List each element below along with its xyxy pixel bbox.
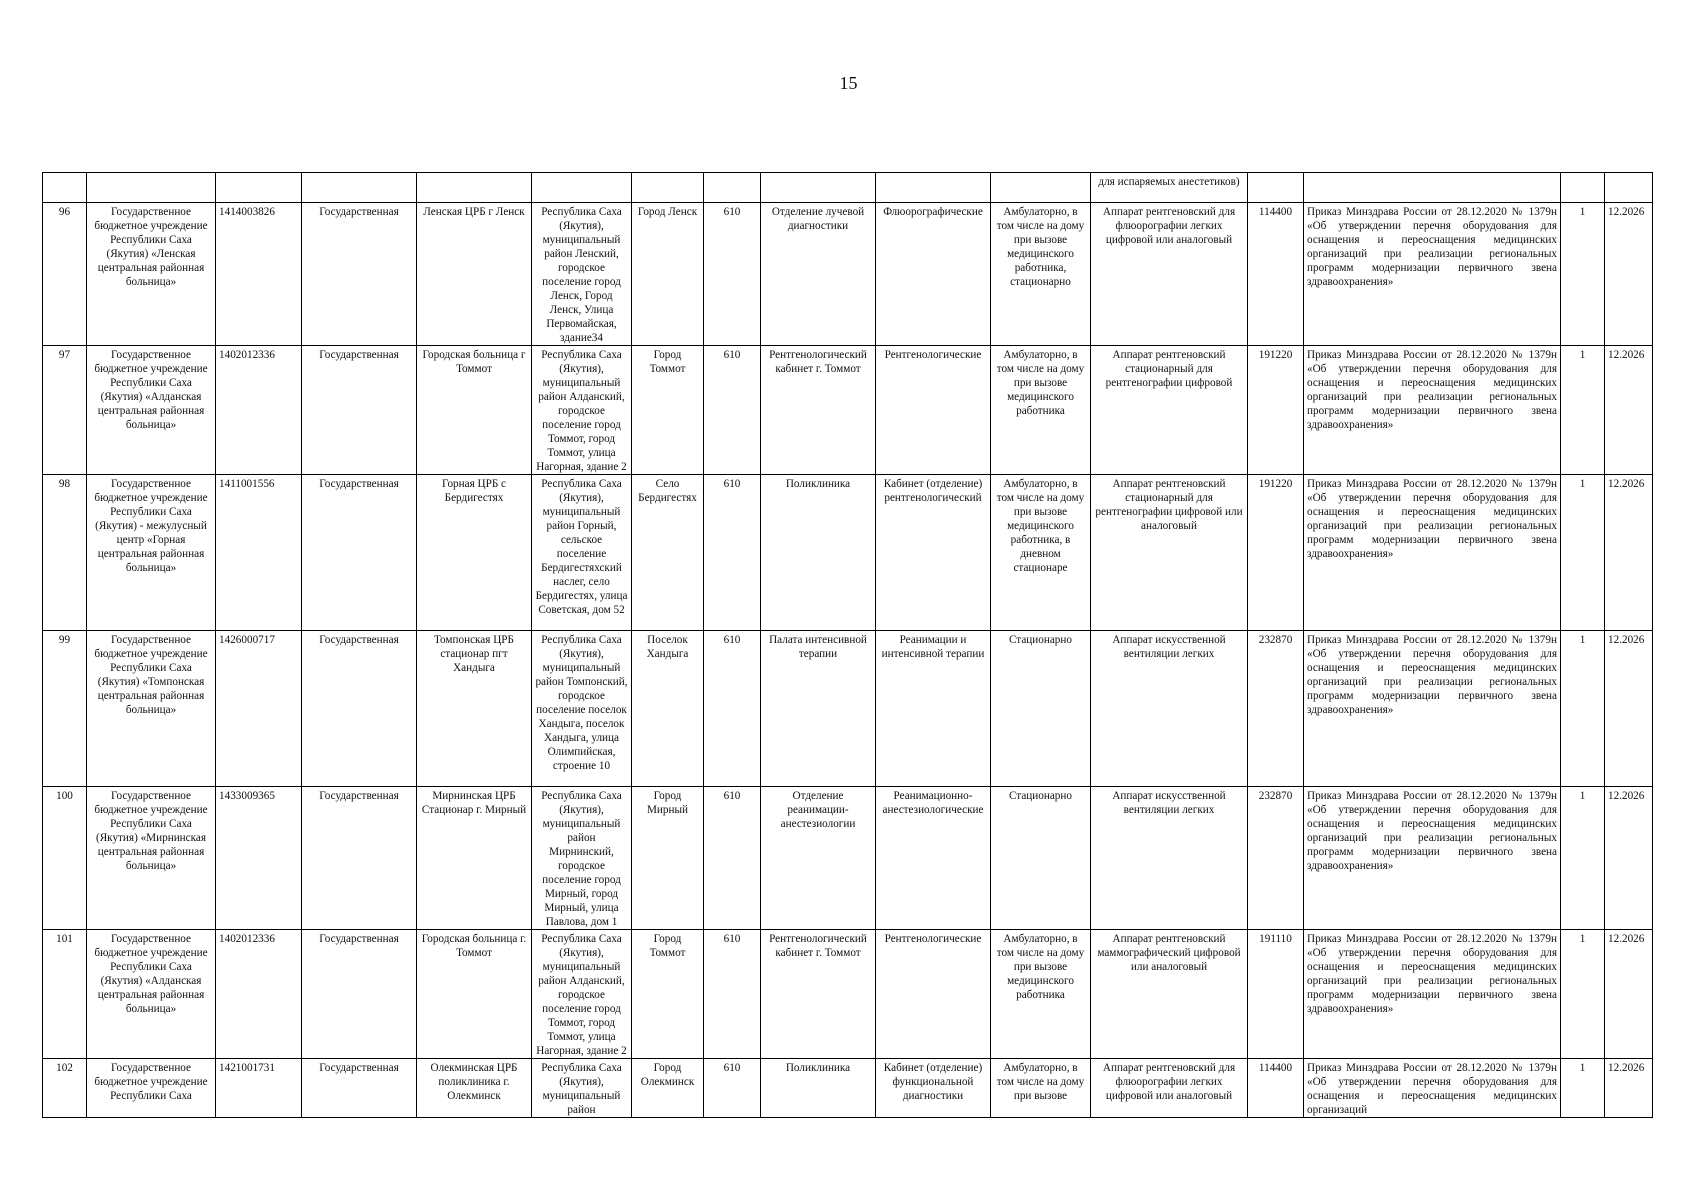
cell-unit: Отделение реанимации-анестезиологии [761, 787, 876, 930]
cell-code: 610 [704, 475, 761, 631]
cell-facility: Олекминская ЦРБ поликлиника г. Олекминск [417, 1059, 532, 1118]
cell-facility: Томпонская ЦРБ стационар пгт Хандыга [417, 631, 532, 787]
cell-basis: Приказ Минздрава России от 28.12.2020 № 1379н «Об утверждении перечня оборудования для оснащения и переоснащения медицинских организаций при реализации региональных программ модернизации первичного звена здравоохранения» [1304, 475, 1561, 631]
cell-date: 12.2026 [1605, 346, 1653, 475]
cell-unit: Поликлиника [761, 475, 876, 631]
table-row [43, 203, 1653, 346]
cell-basis: Приказ Минздрава России от 28.12.2020 № 1379н «Об утверждении перечня оборудования для оснащения и переоснащения медицинских организаций [1304, 1059, 1561, 1118]
cell-inn: 1433009365 [216, 787, 302, 930]
equipment-registry-table [42, 172, 1653, 1118]
cell-care: Стационарно [991, 631, 1091, 787]
cell-nkmi: 191220 [1248, 475, 1304, 631]
cell-qty: 1 [1561, 930, 1605, 1059]
cell-qty: 1 [1561, 346, 1605, 475]
cell-basis: Приказ Минздрава России от 28.12.2020 № 1379н «Об утверждении перечня оборудования для оснащения и переоснащения медицинских организаций при реализации региональных программ модернизации первичного звена здравоохранения» [1304, 930, 1561, 1059]
cell-unit [761, 173, 876, 203]
cell-equipment: Аппарат рентгеновский для флюорографии легких цифровой или аналоговый [1091, 1059, 1248, 1118]
cell-facility: Горная ЦРБ с Бердигестях [417, 475, 532, 631]
cell-equipment: Аппарат рентгеновский стационарный для рентгенографии цифровой или аналоговый [1091, 475, 1248, 631]
table-row [43, 475, 1653, 631]
cell-profile: Рентгенологические [876, 930, 991, 1059]
cell-basis: Приказ Минздрава России от 28.12.2020 № 1379н «Об утверждении перечня оборудования для оснащения и переоснащения медицинских организаций при реализации региональных программ модернизации первичного звена здравоохранения» [1304, 631, 1561, 787]
cell-unit: Отделение лучевой диагностики [761, 203, 876, 346]
cell-facility: Ленская ЦРБ г Ленск [417, 203, 532, 346]
cell-ownership: Государственная [302, 1059, 417, 1118]
cell-equipment: Аппарат рентгеновский для флюорографии легких цифровой или аналоговый [1091, 203, 1248, 346]
cell-nkmi: 191220 [1248, 346, 1304, 475]
cell-equipment: Аппарат искусственной вентиляции легких [1091, 631, 1248, 787]
cell-locality: Село Бердигестях [632, 475, 704, 631]
cell-address: Республика Саха (Якутия), муниципальный район Алданский, городское поселение город Томмот, город Томмот, улица Нагорная, здание 2 [532, 346, 632, 475]
cell-org: Государственное бюджетное учреждение Республики Саха (Якутия) - межулусный центр «Горная центральная районная больница» [87, 475, 216, 631]
cell-ownership [302, 173, 417, 203]
cell-basis: Приказ Минздрава России от 28.12.2020 № 1379н «Об утверждении перечня оборудования для оснащения и переоснащения медицинских организаций при реализации региональных программ модернизации первичного звена здравоохранения» [1304, 346, 1561, 475]
cell-equipment: для испаряемых анестетиков) [1091, 173, 1248, 203]
cell-org: Государственное бюджетное учреждение Республики Саха (Якутия) «Алданская центральная районная больница» [87, 930, 216, 1059]
cell-ownership: Государственная [302, 475, 417, 631]
cell-address [532, 173, 632, 203]
cell-num: 102 [43, 1059, 87, 1118]
cell-basis: Приказ Минздрава России от 28.12.2020 № 1379н «Об утверждении перечня оборудования для оснащения и переоснащения медицинских организаций при реализации региональных программ модернизации первичного звена здравоохранения» [1304, 787, 1561, 930]
cell-qty [1561, 173, 1605, 203]
cell-profile: Кабинет (отделение) рентгенологический [876, 475, 991, 631]
cell-nkmi [1248, 173, 1304, 203]
cell-qty: 1 [1561, 475, 1605, 631]
cell-num: 96 [43, 203, 87, 346]
cell-date: 12.2026 [1605, 203, 1653, 346]
cell-unit: Палата интенсивной терапии [761, 631, 876, 787]
cell-date [1605, 173, 1653, 203]
cell-locality [632, 173, 704, 203]
cell-ownership: Государственная [302, 631, 417, 787]
cell-nkmi: 114400 [1248, 1059, 1304, 1118]
cell-care [991, 173, 1091, 203]
cell-date: 12.2026 [1605, 930, 1653, 1059]
cell-date: 12.2026 [1605, 631, 1653, 787]
cell-code: 610 [704, 346, 761, 475]
cell-address: Республика Саха (Якутия), муниципальный район Ленский, городское поселение город Ленск, Город Ленск, Улица Первомайская, здание34 [532, 203, 632, 346]
cell-locality: Город Томмот [632, 346, 704, 475]
cell-num: 101 [43, 930, 87, 1059]
cell-date: 12.2026 [1605, 787, 1653, 930]
cell-date: 12.2026 [1605, 1059, 1653, 1118]
table-row [43, 346, 1653, 475]
cell-profile: Реанимационно-анестезиологические [876, 787, 991, 930]
cell-ownership: Государственная [302, 787, 417, 930]
cell-nkmi: 232870 [1248, 631, 1304, 787]
cell-org: Государственное бюджетное учреждение Республики Саха (Якутия) «Ленская центральная районная больница» [87, 203, 216, 346]
table-row [43, 787, 1653, 930]
cell-inn: 1421001731 [216, 1059, 302, 1118]
cell-ownership: Государственная [302, 346, 417, 475]
cell-code: 610 [704, 1059, 761, 1118]
cell-address: Республика Саха (Якутия), муниципальный район Алданский, городское поселение город Томмот, город Томмот, улица Нагорная, здание 2 [532, 930, 632, 1059]
cell-care: Стационарно [991, 787, 1091, 930]
cell-nkmi: 191110 [1248, 930, 1304, 1059]
cell-care: Амбулаторно, в том числе на дому при вызове медицинского работника [991, 346, 1091, 475]
cell-care: Амбулаторно, в том числе на дому при вызове [991, 1059, 1091, 1118]
cell-inn: 1402012336 [216, 930, 302, 1059]
cell-equipment: Аппарат рентгеновский стационарный для рентгенографии цифровой [1091, 346, 1248, 475]
cell-inn: 1414003826 [216, 203, 302, 346]
cell-org: Государственное бюджетное учреждение Республики Саха [87, 1059, 216, 1118]
table-row-continuation [43, 173, 1653, 203]
cell-num: 98 [43, 475, 87, 631]
cell-code: 610 [704, 787, 761, 930]
cell-address: Республика Саха (Якутия), муниципальный район [532, 1059, 632, 1118]
cell-address: Республика Саха (Якутия), муниципальный район Томпонский, городское поселение поселок Хандыга, поселок Хандыга, улица Олимпийская, строение 10 [532, 631, 632, 787]
cell-care: Амбулаторно, в том числе на дому при вызове медицинского работника, в дневном стационаре [991, 475, 1091, 631]
cell-locality: Город Мирный [632, 787, 704, 930]
cell-qty: 1 [1561, 1059, 1605, 1118]
cell-locality: Город Ленск [632, 203, 704, 346]
cell-locality: Город Томмот [632, 930, 704, 1059]
cell-inn: 1426000717 [216, 631, 302, 787]
cell-date: 12.2026 [1605, 475, 1653, 631]
cell-num: 97 [43, 346, 87, 475]
cell-address: Республика Саха (Якутия), муниципальный район Мирнинский, городское поселение город Мирный, город Мирный, улица Павлова, дом 1 [532, 787, 632, 930]
cell-profile: Рентгенологические [876, 346, 991, 475]
cell-inn: 1402012336 [216, 346, 302, 475]
cell-unit: Рентгенологический кабинет г. Томмот [761, 346, 876, 475]
cell-num: 100 [43, 787, 87, 930]
cell-qty: 1 [1561, 787, 1605, 930]
cell-equipment: Аппарат рентгеновский маммографический цифровой или аналоговый [1091, 930, 1248, 1059]
page-number: 15 [839, 73, 858, 93]
cell-code: 610 [704, 930, 761, 1059]
cell-profile [876, 173, 991, 203]
cell-basis: Приказ Минздрава России от 28.12.2020 № 1379н «Об утверждении перечня оборудования для оснащения и переоснащения медицинских организаций при реализации региональных программ модернизации первичного звена здравоохранения» [1304, 203, 1561, 346]
cell-profile: Кабинет (отделение) функциональной диагностики [876, 1059, 991, 1118]
cell-qty: 1 [1561, 203, 1605, 346]
table-row [43, 1059, 1653, 1118]
cell-org: Государственное бюджетное учреждение Республики Саха (Якутия) «Мирнинская центральная районная больница» [87, 787, 216, 930]
cell-inn: 1411001556 [216, 475, 302, 631]
cell-profile: Флюорографические [876, 203, 991, 346]
table-body [43, 173, 1653, 1118]
cell-num: 99 [43, 631, 87, 787]
cell-facility: Мирнинская ЦРБ Стационар г. Мирный [417, 787, 532, 930]
cell-basis [1304, 173, 1561, 203]
cell-org [87, 173, 216, 203]
cell-ownership: Государственная [302, 930, 417, 1059]
cell-code [704, 173, 761, 203]
cell-ownership: Государственная [302, 203, 417, 346]
cell-facility [417, 173, 532, 203]
cell-facility: Городская больница г. Томмот [417, 930, 532, 1059]
table-row [43, 930, 1653, 1059]
cell-care: Амбулаторно, в том числе на дому при вызове медицинского работника, стационарно [991, 203, 1091, 346]
table-row [43, 631, 1653, 787]
cell-locality: Город Олекминск [632, 1059, 704, 1118]
cell-num [43, 173, 87, 203]
cell-unit: Рентгенологический кабинет г. Томмот [761, 930, 876, 1059]
cell-unit: Поликлиника [761, 1059, 876, 1118]
cell-facility: Городская больница г Томмот [417, 346, 532, 475]
cell-code: 610 [704, 631, 761, 787]
cell-qty: 1 [1561, 631, 1605, 787]
cell-org: Государственное бюджетное учреждение Республики Саха (Якутия) «Томпонская центральная районная больница» [87, 631, 216, 787]
cell-code: 610 [704, 203, 761, 346]
cell-inn [216, 173, 302, 203]
cell-equipment: Аппарат искусственной вентиляции легких [1091, 787, 1248, 930]
cell-org: Государственное бюджетное учреждение Республики Саха (Якутия) «Алданская центральная районная больница» [87, 346, 216, 475]
cell-nkmi: 232870 [1248, 787, 1304, 930]
cell-care: Амбулаторно, в том числе на дому при вызове медицинского работника [991, 930, 1091, 1059]
cell-locality: Поселок Хандыга [632, 631, 704, 787]
cell-address: Республика Саха (Якутия), муниципальный район Горный, сельское поселение Бердигестяхский наслег, село Бердигестях, улица Советская, дом 52 [532, 475, 632, 631]
cell-profile: Реанимации и интенсивной терапии [876, 631, 991, 787]
cell-nkmi: 114400 [1248, 203, 1304, 346]
